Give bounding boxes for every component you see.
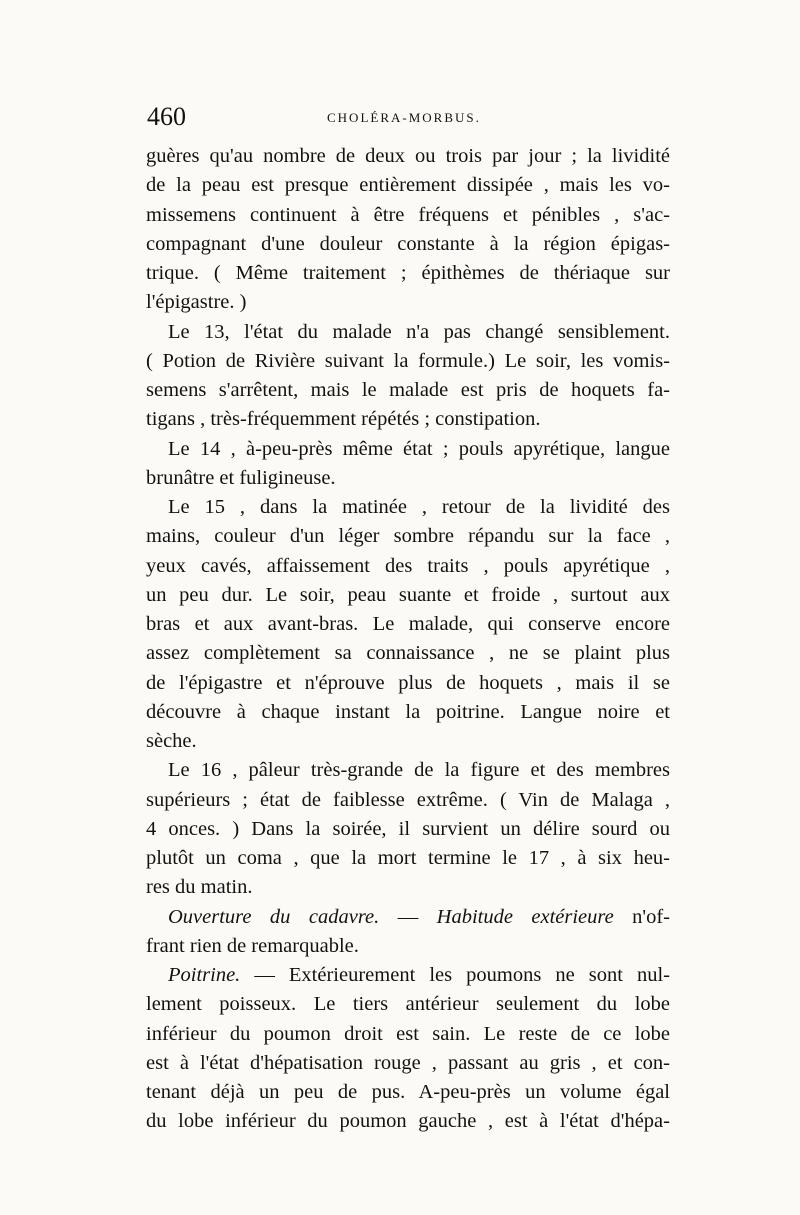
text-line: semens s'arrêtent, mais le malade est pris de hoquets fa- — [146, 379, 670, 401]
text-line: tigans , très-fréquemment répétés ; constipation. — [146, 408, 541, 431]
text-line: de la peau est presque entièrement dissipée , mais les vo- — [146, 174, 670, 197]
body-text — [146, 142, 670, 1137]
autopsy-dash: — — [379, 905, 437, 928]
text-line: est à l'état d'hépatisation rouge , passant au gris , et con- — [146, 1051, 670, 1074]
text-line: supérieurs ; état de faiblesse extrême. ( Vin de Malaga , — [146, 788, 670, 811]
text-line: inférieur du poumon droit est sain. Le reste de ce lobe — [146, 1022, 670, 1045]
text-line: Le 16 , pâleur très-grande de la figure et des membres — [168, 759, 670, 782]
text-line: brunâtre et fuligineuse. — [146, 466, 336, 489]
page-number: 460 — [147, 102, 186, 131]
chest-heading: Poitrine. — [168, 964, 241, 986]
text-line: Le 14 , à-peu-près même état ; pouls apyrétique, langue — [168, 437, 670, 460]
running-head: CHOLÉRA-MORBUS. — [327, 110, 481, 125]
text-line: ( Potion de Rivière suivant la formule.) Le soir, les vomis- — [146, 349, 670, 372]
text-line: compagnant d'une douleur constante à la région épigas- — [146, 232, 670, 255]
text-line: res du matin. — [146, 876, 253, 899]
text-line: tenant déjà un peu de pus. A-peu-près un volume égal — [146, 1081, 670, 1103]
text-line: 4 onces. ) Dans la soirée, il survient un délire sourd ou — [146, 817, 670, 840]
text-line: Le 15 , dans la matinée , retour de la lividité des — [168, 496, 670, 518]
page-header — [147, 102, 667, 136]
text-line: découvre à chaque instant la poitrine. Langue noire et — [146, 700, 670, 723]
text-line: yeux cavés, affaissement des traits , pouls apyrétique , — [146, 554, 670, 577]
text-line: du lobe inférieur du poumon gauche , est à l'état d'hépa- — [146, 1110, 670, 1133]
text-line: mains, couleur d'un léger sombre répandu sur la face , — [146, 525, 670, 548]
text-line: assez complètement sa connaissance , ne se plaint plus — [146, 642, 670, 665]
chest-rest: — Extérieurement les poumons ne sont nul- — [240, 964, 670, 986]
text-line: plutôt un coma , que la mort termine le 17 , à six heu- — [146, 847, 670, 869]
text-line: bras et aux avant-bras. Le malade, qui conserve encore — [146, 613, 670, 635]
text-line: l'épigastre. ) — [146, 291, 247, 314]
text-line: de l'épigastre et n'éprouve plus de hoquets , mais il se — [146, 671, 670, 694]
text-line: Le 13, l'état du malade n'a pas changé sensiblement. — [168, 320, 670, 343]
autopsy-line — [146, 903, 670, 932]
text-line: missemens continuent à être fréquens et pénibles , s'ac- — [146, 203, 670, 226]
autopsy-subheading: Habitude extérieure — [436, 905, 614, 928]
text-line: lement poisseux. Le tiers antérieur seulement du lobe — [146, 993, 670, 1016]
autopsy-heading: Ouverture du cadavre. — [168, 905, 380, 928]
text-line: sèche. — [146, 730, 197, 752]
chest-line — [146, 961, 670, 990]
text-line: trique. ( Même traitement ; épithèmes de thériaque sur — [146, 262, 670, 284]
text-line: un peu dur. Le soir, peau suante et froide , surtout aux — [146, 583, 670, 606]
autopsy-rest: n'of- — [613, 905, 670, 928]
text-line: guères qu'au nombre de deux ou trois par jour ; la lividité — [146, 145, 670, 167]
text-line: frant rien de remarquable. — [146, 934, 359, 957]
